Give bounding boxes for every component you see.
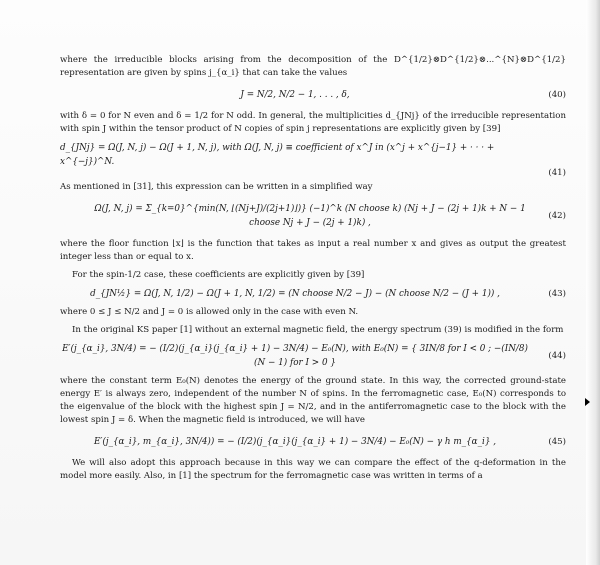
equation-44-body: E′(j_{α_i}, 3N/4) = − (I/2)(j_{α_i}(j_{α_i} + 1) − 3N/4) − E₀(N), with E₀(N) = { 3IN/8 for I < 0 ; −(IN/8)(N − 1) for I > 0 }	[62, 344, 528, 368]
page-edge-shadow	[586, 0, 600, 565]
equation-44	[60, 342, 566, 370]
equation-40-body: J = N/2, N/2 − 1, . . . , δ,	[240, 90, 350, 100]
equation-43-body: d_{JN½} = Ω(J, N, 1/2) − Ω(J + 1, N, 1/2) = (N choose N/2 − J) − (N choose N/2 − (J + 1)) ,	[90, 289, 500, 299]
equation-number-40: (40)	[548, 90, 566, 100]
paragraph-approach: We will also adopt this approach because in this way we can compare the effect of the q-deformation in the model more easily. Also, in [1] the spectrum for the ferromagnetic case was written in terms of a	[60, 458, 566, 481]
equation-45-body: E′(j_{α_i}, m_{α_i}, 3N/4)) = − (I/2)(j_{α_i}(j_{α_i} + 1) − 3N/4) − E₀(N) − γ h m_{α_i} ,	[93, 437, 497, 447]
equation-number-45: (45)	[548, 437, 566, 447]
equation-43	[60, 287, 566, 301]
paragraph-multiplicities: with δ = 0 for N even and δ = 1/2 for N odd. In general, the multiplicities d_{JNj} of the irreducible representation with spin J within the tensor product of N copies of spin j representations are explicitly given by [39]	[60, 111, 566, 134]
equation-40	[60, 88, 566, 102]
equation-41	[60, 141, 566, 178]
equation-number-42: (42)	[548, 211, 566, 221]
paragraph-decomposition: where the irreducible blocks arising from the decomposition of the D^{1/2}⊗D^{1/2}⊗...^{N}⊗D^{1/2} representation are given by spins j_{α_i} that can take the values	[60, 55, 566, 78]
paragraph-ks-paper: In the original KS paper [1] without an external magnetic field, the energy spectrum (39) is modified in the form	[72, 325, 564, 335]
paragraph-simplified: As mentioned in [31], this expression can be written in a simplified way	[60, 182, 373, 192]
page-edge-arrow-icon	[585, 398, 590, 406]
paragraph-spin-half: For the spin-1/2 case, these coefficients are explicitly given by [39]	[72, 270, 365, 280]
paragraph-ground-state: where the constant term E₀(N) denotes the energy of the ground state. In this way, the corrected ground-state energy E′ is always zero, independent of the number N of spins. In the ferromagnetic case, E₀(N) corresponds to the eigenvalue of the block with the highest spin J = N/2, and in the antiferromagnetic case to the block with the lowest spin J = δ. When the magnetic field is introduced, we will have	[60, 376, 566, 425]
paragraph-floor-function: where the floor function ⌊x⌋ is the function that takes as input a real number x and gives as output the greatest integer less than or equal to x.	[60, 239, 566, 262]
equation-42-body: Ω(J, N, j) = Σ_{k=0}^{min(N, ⌊(Nj+J)/(2j+1)⌋)} (−1)^k (N choose k) (Nj + J − (2j + 1)k + N − 1 choose Nj + J − (2j + 1)k) ,	[94, 204, 526, 228]
equation-41-body: d_{JNj} = Ω(J, N, j) − Ω(J + 1, N, j), with Ω(J, N, j) ≡ coefficient of x^J in (x^j + x^{j−1} + · · · + x^{−j})^N.	[60, 143, 495, 167]
equation-45	[60, 435, 566, 449]
equation-42	[60, 202, 566, 230]
equation-number-41: (41)	[548, 168, 566, 178]
paragraph-condition: where 0 ≤ J ≤ N/2 and J = 0 is allowed only in the case with even N.	[60, 307, 359, 317]
equation-number-43: (43)	[548, 289, 566, 299]
equation-number-44: (44)	[548, 351, 566, 361]
